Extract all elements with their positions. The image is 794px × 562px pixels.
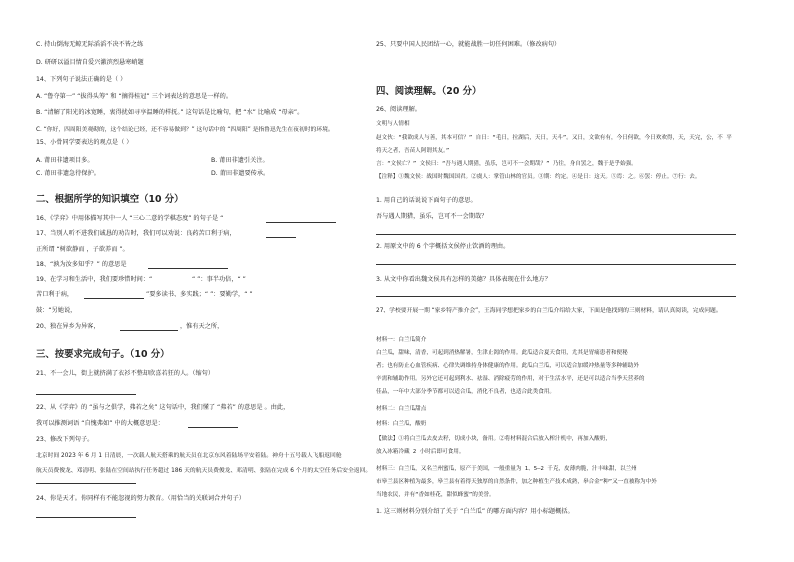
answer-line-16[interactable] [266,222,336,223]
q-1-sentence: 吾与遇人期猎，虽乐，岂可不一会期哉？ [376,213,488,220]
answer-line-19a[interactable] [84,298,144,299]
answer-line-24[interactable] [36,517,136,518]
question-27: 27、学校要开展一期 “家乡特产推介会”，王海同学想把家乡的白兰瓜介绍给大家，下面是他找到的三则材料，请认真阅读，完成问题。 [376,308,722,314]
option-c-15: C. 莆田非遗急待保护。 [36,170,100,177]
question-19-cont: 苦口利于病， [36,291,74,298]
question-20: 20、独在异乡为异客， [36,323,100,330]
option-c-13: C. 持山倒海无鲸无际滔滔不决不皆之练 [36,41,144,48]
q-1: 1. 用自己的话说说下面句子的意思。 [376,197,477,204]
question-19-cont2: 鼓：“另她说， [36,307,77,314]
material-1-line-3: 辛需和辅助作用。另外它还可起到利水、祛湿、消除疲劳的作用，对于生活水平，还是可以适合当季天营养的 [376,376,645,382]
option-a-14: A. “鲁夺第一” “拔得头筹” 和 “摘得桂冠” 三个词表达的意思是一样的。 [36,93,233,100]
answer-line-q2[interactable] [376,264,736,265]
section-3-title: 三、按要求完成句子。（10 分） [36,349,170,360]
question-14: 14、下列句子说法正确的是（ ） [36,76,127,83]
answer-line-23[interactable] [36,483,136,484]
blank-19a: “ ”：事半功倍，“ ” [192,276,246,283]
material-2-line-1: 【做法】①将白兰瓜去皮去籽，切成小块，备用。②将材料混合后放入榨汁机中，再加入酸奶， [376,436,611,442]
passage-title: 文明与人情相 [376,121,410,127]
question-17: 17、当别人听不进我们诚恳的劝告时，我们可以劝说：良药苦口利于病， [36,230,236,237]
option-b-14: B. “清解了阳光的冰宽睡，衷得扰如寻享温睡的样抚。” 这句话是比喻句，把 “水” 比喻成 “母亲”。 [36,109,304,116]
question-22-cont: 我可以推测词语 “自愧弗如” 中的大概意思是： [36,420,164,427]
option-d-13: D. 研研以溢目情自爱兴激滨烈悬寒峭题 [36,59,144,66]
passage-notes: 【注释】①魏文侯：战国时魏国国君。②虞人：掌管山林的官员。③期：约定。④是日：这天。⑤焉：之。⑥罢：停止。⑦行：去。 [376,174,701,180]
question-16: 16、《学弈》中用体描写其中一人 “三心二意的学棋态度” 的句子是 “ [36,215,224,222]
option-d-15: D. 莆田非遗要传承。 [211,170,270,177]
blank-20: ，惟有天之所， [180,323,224,330]
material-1-label: 材料一：白兰瓜简介 [376,337,427,343]
question-18: 18、“孰为汝多知乎？” 的意思是 [36,261,127,268]
answer-line-18[interactable] [148,268,228,269]
section-2-title: 二、根据所学的知识填空（10 分） [36,194,184,205]
option-b-15: B. 莆田非遗引关注。 [211,157,269,164]
material-2-label: 材料二：白兰瓜甜点 [376,406,427,412]
material-3-line-3: 当地农民，并有“香如桂花，甜似蜂蜜”的美誉。 [376,492,495,498]
answer-line-17a[interactable] [266,237,296,238]
question-17-cont: 正所谓 “树欲静而 ，子欲养而 ”。 [36,246,129,253]
section-4-title: 四、阅读理解。（20 分） [376,86,482,97]
answer-line-q1[interactable] [376,234,736,235]
question-23: 23、修改下列句子。 [36,436,94,443]
material-3-line-2: 市皋兰县区种植为最多，皋兰县有着得天独厚的自然条件，加之种植生产技术成熟，皋合金“种”又一直被称为中外 [376,479,657,485]
question-25: 25、只要中国人民团结一心，就能战胜一切任何困难。（修改病句） [376,41,561,48]
blank-19b: ”要多读书、多实践；“ ”：要勤学，“ ” [146,291,253,298]
question-21: 21、不一会儿，街上就挤满了衣衫不整却欣喜若狂的人。（缩句） [36,370,215,377]
material-1-line-2: 者；也有防止心血管疾病、心律失调维持身体健康的作用。此瓜白兰瓜，可以适合加缓冲热量等多种辅助外 [376,363,639,369]
answer-line-20a[interactable] [120,330,178,331]
material-2-sub: 材料：白兰瓜，酸奶 [376,421,427,427]
answer-line-21[interactable] [36,394,136,395]
option-a-15: A. 莆田非遗项目多。 [36,157,94,164]
question-22: 22、从《学弈》的 “虽与之俱学，弗若之矣” 这句话中，我们懂了 “弗若” 的意思是 。由此， [36,404,290,411]
question-26: 26、阅读理解。 [376,106,421,113]
passage-line-3: 言：“文侯亡？” 文侯曰：“吾与遇人期猎，虽乐，岂可不一会期哉？” 乃往，身自罢之，魏于是乎始强。 [376,161,637,167]
q-last: 1. 这三则材料分别介绍了关于 “白兰瓜” 的哪方面内容？用小标题概括。 [376,508,574,515]
option-c-14: C. “你好，四周阳美观砌的，这个结论已经，还不容易做到？” 这句话中的 “四周阳” 是指鲁迅先生在夜初时的环境。 [36,127,334,133]
material-2-line-2: 放入冰箱冷藏 2 小时后即可食用。 [376,449,465,455]
question-23-text: 北京时间 2023 年 6 月 1 日清晨，一次载人航天搭乘的航天员在北京东风着陆场平安着陆。神舟十五号载人飞船返回舱 [36,453,342,459]
question-19: 19、在学习和生活中，我们要珍惜时间：“ [36,276,153,283]
material-3-line-1: 材料三：白兰瓜，又名兰州蜜瓜，原产于美国，一般重量为 1、5—2 千克，皮薄肉脆，汁丰味甜，以兰州 [376,466,637,472]
question-24: 24、你是天才。你同样有不能忽视的努力教育。（用恰当的关联词合并句子） [36,495,245,502]
q-2: 2. 用原文中的 6 个字概括文侯停止饮酒的理由。 [376,243,510,250]
question-23-text-cont: 航天员费俊龙、邓清明、张陆在空间站执行任务超过 186 天的航天员费俊龙、邓清明、张陆在完成 6 个月的太空任务后安全返回。 [36,468,372,474]
question-15: 15、小骨同学要表达的观点是（ ） [36,139,133,146]
material-1-line-4: 佳品，一年中大部分季节都可以适合瓜，消化不良者，也适合此类食用。 [376,389,556,395]
answer-line-22[interactable] [188,427,238,428]
answer-line-q3[interactable] [376,296,736,297]
passage-line-1: 赵文伙：“我欲成人与善，其本可信？” 自日：“毛日，拉湖后，天日，天斗”。又日，文欲有有，今日何欲，今日欢欢得，天，天完，公，不 平 [376,135,732,141]
q-3: 3. 从文中你看出魏文侯具有怎样的美德？具体表现在什么地方？ [376,276,551,283]
material-1-line-1: 白兰瓜，甜味，清香，可起到消热解暑，生津止渴的作用。此瓜适合夏天食用，尤其是胃痛患者和便秘 [376,350,628,356]
passage-line-2: 将天之者，吾苗人阿谓其友。” [376,148,450,154]
